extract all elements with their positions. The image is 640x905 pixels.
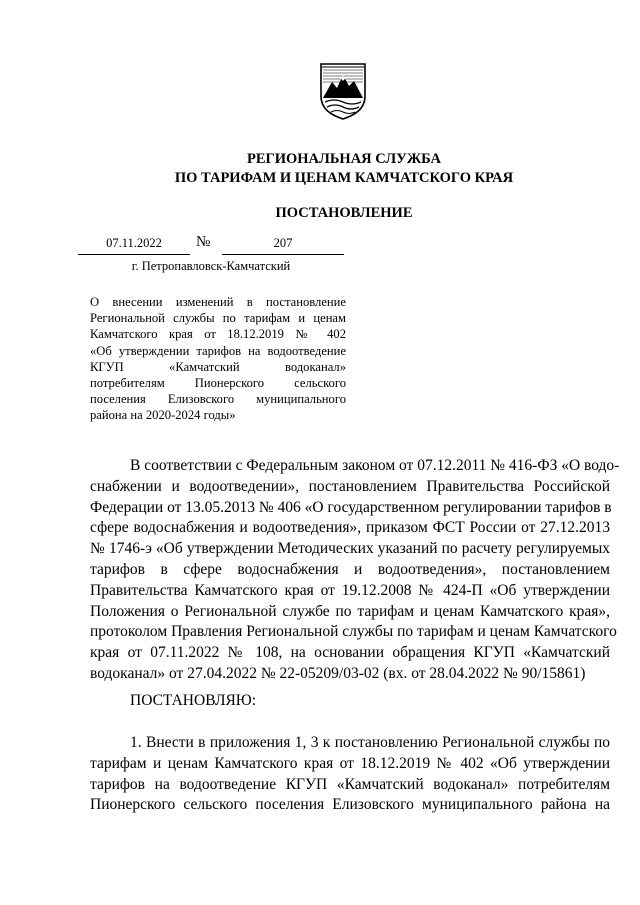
- document-type-title: ПОСТАНОВЛЕНИЕ: [275, 205, 413, 221]
- preamble-line: Правительства Камчатского края от 19.12.2008 № 424-П «Об утверждении: [90, 581, 610, 599]
- kamchatka-coat-of-arms-icon: [319, 62, 367, 120]
- date-underline: [78, 254, 190, 255]
- org-name-line-1: РЕГИОНАЛЬНАЯ СЛУЖБА: [246, 151, 442, 167]
- clause-1-paragraph: [90, 733, 610, 816]
- org-name-line-2: ПО ТАРИФАМ И ЦЕНАМ КАМЧАТСКОГО КРАЯ: [174, 170, 514, 186]
- document-date: 07.11.2022: [106, 236, 162, 250]
- clause-line: тарифов на водоотведение КГУП «Камчатский водоканал» потребителям: [90, 775, 610, 793]
- preamble-line: сфере водоснабжения и водоотведения», приказом ФСТ России от 27.12.2013: [90, 519, 610, 537]
- clause-line: тарифам и ценам Камчатского края от 18.12.2019 № 402 «Об утверждении: [90, 754, 610, 772]
- preamble-line: Положения о Региональной службе по тарифам и ценам Камчатского края»,: [90, 602, 610, 620]
- subject-line: О внесении изменений в постановление: [90, 295, 346, 309]
- subject-line: района на 2020-2024 годы»: [90, 408, 236, 423]
- subject-line: Региональной службы по тарифам и ценам: [90, 311, 346, 326]
- clause-line: Пионерского сельского поселения Елизовского муниципального района на: [90, 796, 610, 814]
- preamble-line: водоканал» от 27.04.2022 № 22-05209/03-02 (вх. от 28.04.2022 № 90/15861): [90, 664, 586, 682]
- subject-line: потребителям Пионерского сельского: [90, 376, 346, 391]
- subject-line: Камчатского края от 18.12.2019 № 402: [90, 327, 346, 342]
- resolve-heading: ПОСТАНОВЛЯЮ:: [130, 692, 257, 709]
- preamble-line: № 1746-э «Об утверждении Методических указаний по расчету регулируемых: [90, 540, 610, 558]
- preamble-line: протоколом Правления Региональной службы по тарифам и ценам Камчатского: [90, 623, 617, 641]
- number-sign: №: [196, 234, 211, 250]
- preamble-line: снабжении и водоотведении», постановлением Правительства Российской: [90, 477, 610, 495]
- document-subject: [90, 294, 346, 424]
- subject-line: «Об утверждении тарифов на водоотведение: [90, 343, 346, 358]
- document-number: 207: [273, 236, 293, 250]
- preamble-paragraph: [90, 456, 620, 685]
- preamble-line: тарифов в сфере водоснабжения и водоотведения», постановлением: [90, 560, 610, 578]
- subject-line: КГУП «Камчатский водоканал»: [90, 359, 346, 374]
- document-city: г. Петропавловск-Камчатский: [131, 259, 291, 273]
- subject-line: поселения Елизовского муниципального: [90, 392, 346, 407]
- number-underline: [222, 254, 344, 255]
- preamble-line: Федерации от 13.05.2013 № 406 «О государственном регулировании тарифов в: [90, 498, 612, 516]
- clause-line: 1. Внести в приложения 1, 3 к постановлению Региональной службы по: [130, 734, 610, 751]
- preamble-line: края от 07.11.2022 № 108, на основании обращения КГУП «Камчатский: [90, 644, 610, 662]
- preamble-line: В соответствии с Федеральным законом от 07.12.2011 № 416-ФЗ «О водо-: [130, 457, 620, 474]
